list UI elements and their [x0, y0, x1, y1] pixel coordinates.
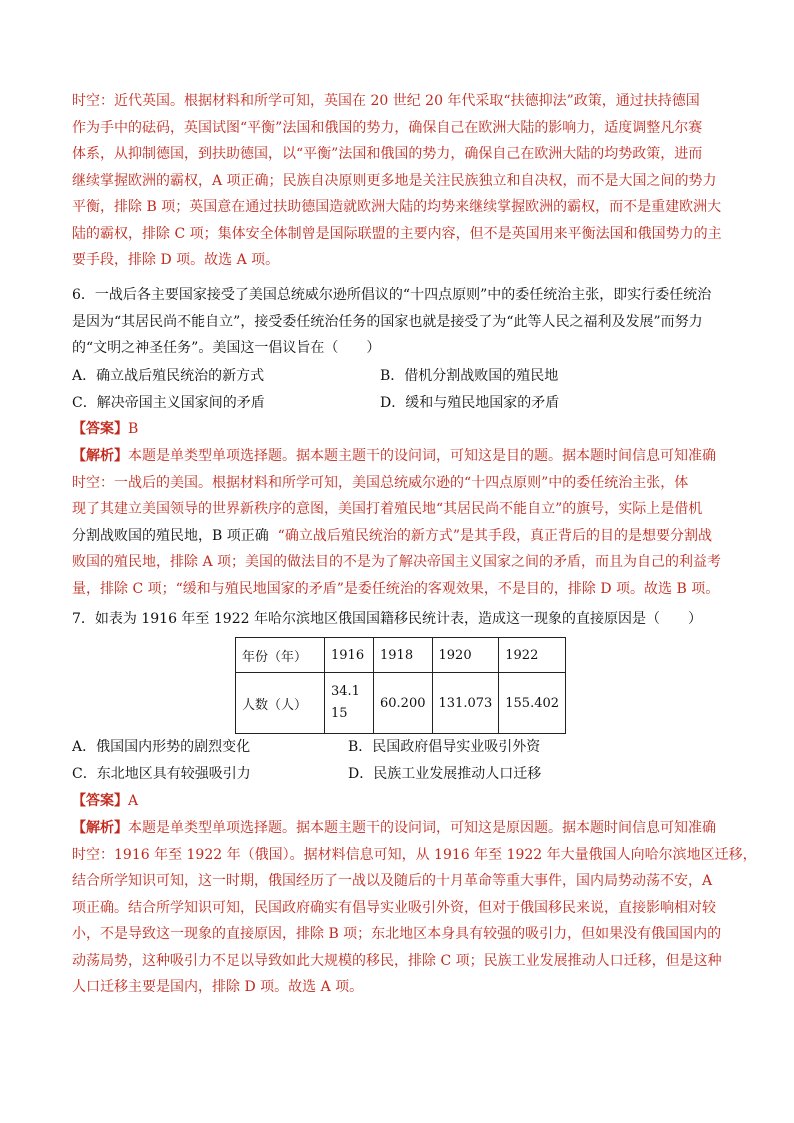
q6-answer: [72, 416, 732, 443]
answer-value: A: [128, 793, 139, 809]
table-cell: 1916: [325, 638, 374, 673]
question-line: 的“文明之神圣任务”。美国这一倡议旨在（ ）: [72, 340, 381, 356]
analysis-line: 败国的殖民地，排除 A 项；美国的做法目的不是为了解决帝国主义国家之间的矛盾，而且为自己的利益考: [72, 554, 722, 570]
table-cell: 60.200: [374, 673, 433, 734]
analysis-line: 结合所学知识可知，这一时期，俄国经历了一战以及随后的十月革命等重大事件，国内局势动荡不安，A: [72, 873, 713, 889]
answer-value: B: [128, 421, 139, 437]
table-row: [236, 673, 566, 734]
question-line: 是因为“其居民尚不能自立”，接受委任统治任务的国家也就是接受了为“此等人民之福利及发展”而努力: [72, 313, 703, 330]
analysis-line: 量，排除 C 项；“缓和与殖民地国家的矛盾”是委任统治的客观效果，不是目的，排除 D 项。故选 B 项。: [72, 580, 720, 597]
table-cell: 1922: [499, 638, 566, 673]
q6-option-a: A．确立战后殖民统治的新方式: [72, 368, 265, 384]
q7-analysis: [72, 815, 757, 1001]
table-cell: 年份（年）: [236, 638, 325, 673]
q6-stem: [72, 282, 732, 362]
question-line: 7．如表为 1916 年至 1922 年哈尔滨地区俄国国籍移民统计表，造成这一现象的直接原因是（ ）: [72, 611, 702, 627]
analysis-line: 时空：一战后的美国。根据材料和所学可知，美国总统威尔逊的“十四点原则”中的委任统治主张，体: [72, 474, 689, 491]
table-cell: 1920: [432, 638, 499, 673]
analysis-line: 现了其建立美国领导的世界新秩序的意图，美国打着殖民地“其居民尚不能自立”的旗号，实际上是借机: [72, 501, 703, 517]
analysis-line: 小，不是导致这一现象的直接原因，排除 B 项；东北地区本身具有较强的吸引力，但如果没有俄国国内的: [72, 926, 722, 942]
analysis-line: 时空：1916 年至 1922 年（俄国）。据材料信息可知，从 1916 年至 1922 年大量俄国人向哈尔滨地区迁移，: [72, 846, 757, 863]
analysis-highlight: “确立战后殖民统治的新方式”是其手段，真正背后的目的是想要分割战: [277, 527, 712, 544]
question-line: 6．一战后各主要国家接受了美国总统威尔逊所倡议的“十四点原则”中的委任统治主张，即实行委任统治: [72, 287, 712, 303]
analysis-line: 作为手中的砝码，英国试图“平衡”法国和俄国的势力，确保自己在欧洲大陆的影响力，适度调整凡尔赛: [72, 119, 703, 136]
analysis-line: 人口迁移主要是国内，排除 D 项。故选 A 项。: [72, 979, 364, 995]
analysis-line: 继续掌握欧洲的霸权，A 项正确；民族自决原则更多地是关注民族独立和自决权，而不是大国之间的势力: [72, 172, 717, 189]
q7-option-a: A．俄国国内形势的剧烈变化: [72, 739, 251, 755]
table-cell: 人数（人）: [236, 673, 325, 734]
q6-option-b: B．借机分割战败国的殖民地: [380, 368, 559, 384]
q6-option-c: C．解决帝国主义国家间的矛盾: [72, 395, 265, 411]
q7-stem: [72, 606, 732, 633]
analysis-line: 平衡，排除 B 项；英国意在通过扶助德国造就欧洲大陆的均势来继续掌握欧洲的霸权，而不是重建欧洲大: [72, 199, 722, 215]
answer-tag: 【答案】: [72, 421, 128, 437]
q7-option-d: D．民族工业发展推动人口迁移: [348, 766, 542, 782]
answer-tag: 【答案】: [72, 793, 128, 809]
table-header-row: [236, 638, 566, 673]
analysis-line: 时空：近代英国。根据材料和所学可知，英国在 20 世纪 20 年代采取“扶德抑法”政策，通过扶持德国: [72, 93, 700, 109]
table-cell: 34.115: [325, 673, 374, 734]
migration-table: [235, 637, 566, 734]
table-cell: 155.402: [499, 673, 566, 734]
analysis-tag: 【解析】: [72, 820, 128, 836]
q7-option-c: C．东北地区具有较强吸引力: [72, 766, 251, 782]
table-cell: 1918: [374, 638, 433, 673]
q6-analysis: [72, 443, 732, 602]
analysis-line: 要手段，排除 D 项。故选 A 项。: [72, 252, 280, 268]
analysis-line: 本题是单类型单项选择题。据本题主题干的设问词，可知这是目的题。据本题时间信息可知准确: [128, 448, 716, 464]
analysis-line: 体系，从抑制德国，到扶助德国，以“平衡”法国和俄国的势力，确保自己在欧洲大陆的均势政策，进而: [72, 146, 703, 162]
q7-answer: [72, 788, 732, 815]
analysis-line: 本题是单类型单项选择题。据本题主题干的设问词，可知这是原因题。据本题时间信息可知准确: [128, 820, 716, 836]
q5-analysis: [72, 88, 732, 274]
analysis-line: 动荡局势，这种吸引力不足以导致如此大规模的移民，排除 C 项；民族工业发展推动人口迁移，但是这种: [72, 952, 722, 969]
q6-option-d: D．缓和与殖民地国家的矛盾: [380, 395, 560, 411]
q7-option-b: B．民国政府倡导实业吸引外资: [348, 739, 541, 755]
table-cell: 131.073: [432, 673, 499, 734]
analysis-line: 分割战败国的殖民地，B 项正确: [72, 527, 269, 544]
analysis-line: 陆的霸权，排除 C 项；集体安全体制曾是国际联盟的主要内容，但不是英国用来平衡法国和俄国势力的主: [72, 225, 722, 242]
analysis-line: 项正确。结合所学知识可知，民国政府确实有倡导实业吸引外资，但对于俄国移民来说，直接影响相对较: [72, 899, 716, 916]
analysis-tag: 【解析】: [72, 448, 128, 464]
